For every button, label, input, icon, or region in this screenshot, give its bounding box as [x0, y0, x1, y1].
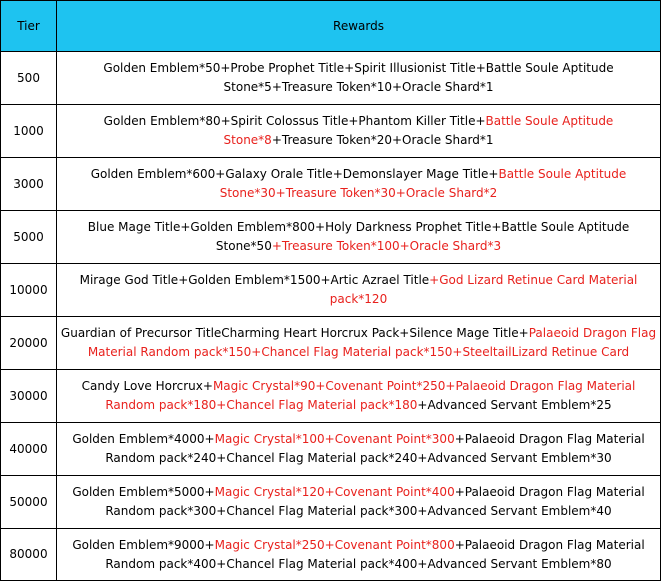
- highlighted-reward-text: Magic Crystal*90+Covenant Point*250+Palaeoid Dragon Flag Material Random pack*180+Chancel Flag Material pack*180: [105, 379, 636, 412]
- highlighted-reward-text: Battle Soule Aptitude Stone*8: [223, 114, 614, 147]
- rewards-cell: [57, 211, 661, 264]
- reward-text: +Treasure Token*20+Oracle Shard*1: [271, 133, 494, 147]
- tier-cell: 3000: [1, 158, 57, 211]
- rewards-cell: [57, 317, 661, 370]
- rewards-cell: [57, 105, 661, 158]
- reward-text: +Palaeoid Dragon Flag Material Random pack*400+Chancel Flag Material pack*400+Advanced Servant Emblem*80: [105, 537, 645, 571]
- reward-text: Golden Emblem*5000+: [72, 485, 215, 499]
- reward-text: Golden Emblem*4000+: [72, 432, 215, 446]
- header-row: [1, 1, 661, 52]
- table-row: [1, 317, 661, 370]
- table-row: [1, 105, 661, 158]
- tier-cell: 80000: [1, 529, 57, 581]
- rewards-column-header: Rewards: [57, 1, 661, 52]
- reward-text: Golden Emblem*50+Probe Prophet Title+Spirit Illusionist Title+Battle Soule Aptitude Stone*5+Treasure Token*10+Oracle Shard*1: [103, 61, 614, 94]
- tier-cell: 40000: [1, 423, 57, 476]
- reward-text: +Palaeoid Dragon Flag Material Random pack*240+Chancel Flag Material pack*240+Advanced Servant Emblem*30: [105, 432, 645, 465]
- rewards-cell: [57, 423, 661, 476]
- table-row: [1, 264, 661, 317]
- rewards-cell: [57, 158, 661, 211]
- highlighted-reward-text: Palaeoid Dragon Flag Material Random pack*150+Chancel Flag Material pack*150+SteeltailLizard Retinue Card: [87, 326, 657, 359]
- rewards-cell: [57, 370, 661, 423]
- highlighted-reward-text: Magic Crystal*100+Covenant Point*300: [214, 432, 455, 446]
- tier-cell: 5000: [1, 211, 57, 264]
- reward-text: Guardian of Precursor TitleCharming Heart Horcrux Pack+Silence Mage Title+: [60, 326, 529, 340]
- table-body: [1, 52, 661, 581]
- table-row: [1, 52, 661, 105]
- rewards-cell: [57, 529, 661, 581]
- table-row: [1, 158, 661, 211]
- rewards-cell: [57, 52, 661, 105]
- tier-cell: 30000: [1, 370, 57, 423]
- table-row: [1, 370, 661, 423]
- reward-text: Mirage God Title+Golden Emblem*1500+Artic Azrael Title: [79, 273, 430, 287]
- rewards-cell: [57, 476, 661, 529]
- tier-cell: 10000: [1, 264, 57, 317]
- highlighted-reward-text: +Treasure Token*100+Oracle Shard*3: [271, 239, 502, 253]
- reward-text: Blue Mage Title+Golden Emblem*800+Holy Darkness Prophet Title+Battle Soule Aptitude Stone*50: [87, 220, 630, 253]
- table-header: [1, 1, 661, 52]
- tier-cell: 500: [1, 52, 57, 105]
- reward-text: +Advanced Servant Emblem*25: [417, 398, 612, 412]
- highlighted-reward-text: Magic Crystal*250+Covenant Point*800: [214, 537, 455, 552]
- rewards-cell: [57, 264, 661, 317]
- reward-text: Golden Emblem*600+Galaxy Orale Title+Demonslayer Mage Title+: [90, 167, 499, 181]
- reward-text: +Palaeoid Dragon Flag Material Random pack*300+Chancel Flag Material pack*300+Advanced Servant Emblem*40: [105, 485, 645, 518]
- tier-cell: 1000: [1, 105, 57, 158]
- highlighted-reward-text: Battle Soule Aptitude Stone*30+Treasure Token*30+Oracle Shard*2: [219, 167, 627, 200]
- table-row: [1, 211, 661, 264]
- table-row: [1, 529, 661, 581]
- table-row: [1, 423, 661, 476]
- tier-cell: 20000: [1, 317, 57, 370]
- table-row: [1, 476, 661, 529]
- highlighted-reward-text: Magic Crystal*120+Covenant Point*400: [214, 485, 455, 499]
- reward-text: Candy Love Horcrux+: [81, 379, 213, 393]
- reward-text: Golden Emblem*80+Spirit Colossus Title+Phantom Killer Title+: [103, 114, 486, 128]
- highlighted-reward-text: +God Lizard Retinue Card Material pack*120: [329, 273, 638, 306]
- tier-column-header: Tier: [1, 1, 57, 52]
- reward-text: Golden Emblem*9000+: [72, 537, 215, 552]
- tier-cell: 50000: [1, 476, 57, 529]
